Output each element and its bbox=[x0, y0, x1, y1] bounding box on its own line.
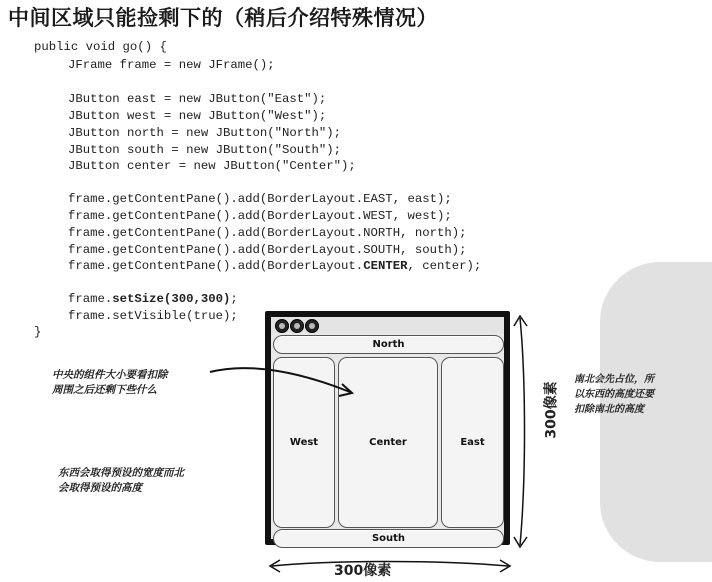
ns-note-line-1: 南北会先占位，所 bbox=[574, 374, 654, 385]
ns-note-line-3: 扣除南北的高度 bbox=[574, 404, 644, 415]
code-line-add-south: frame.getContentPane().add(BorderLayout.SOUTH, south); bbox=[68, 243, 467, 257]
code-add-center-suffix: , center); bbox=[407, 259, 482, 273]
code-add-center-prefix: frame.getContentPane().add(BorderLayout. bbox=[68, 259, 364, 273]
code-setsize-call: setSize(300,300) bbox=[112, 292, 231, 306]
code-setsize-prefix: frame. bbox=[68, 292, 113, 306]
north-button[interactable]: North bbox=[273, 335, 504, 354]
code-line-north: JButton north = new JButton("North"); bbox=[68, 126, 342, 140]
center-pointer-arrow bbox=[210, 368, 350, 392]
code-line-west: JButton west = new JButton("West"); bbox=[68, 109, 327, 123]
code-line-frame: JFrame frame = new JFrame(); bbox=[68, 58, 275, 72]
code-line-setvisible: frame.setVisible(true); bbox=[68, 309, 238, 323]
code-setsize-suffix: ; bbox=[230, 292, 238, 306]
code-add-center-keyword: CENTER bbox=[363, 259, 408, 273]
code-line-south: JButton south = new JButton("South"); bbox=[68, 143, 342, 157]
code-line-center: JButton center = new JButton("Center"); bbox=[68, 159, 356, 173]
code-line-add-east: frame.getContentPane().add(BorderLayout.EAST, east); bbox=[68, 192, 452, 206]
code-line-east: JButton east = new JButton("East"); bbox=[68, 92, 327, 106]
ew-note-line-2: 会取得预设的高度 bbox=[58, 482, 142, 494]
center-button[interactable]: Center bbox=[338, 357, 438, 528]
ew-note-line-1: 东西会取得预设的宽度而北 bbox=[58, 467, 184, 479]
code-line-open: public void go() { bbox=[34, 40, 167, 54]
width-arrow bbox=[272, 562, 508, 567]
code-line-add-north: frame.getContentPane().add(BorderLayout.NORTH, north); bbox=[68, 226, 467, 240]
ns-note-line-2: 以东西的高度还要 bbox=[574, 389, 654, 400]
height-label: 300像素 bbox=[543, 381, 560, 439]
center-note-line-1: 中央的组件大小要看扣除 bbox=[52, 369, 168, 381]
width-label: 300像素 bbox=[334, 563, 392, 579]
code-line-add-west: frame.getContentPane().add(BorderLayout.WEST, west); bbox=[68, 209, 452, 223]
west-button[interactable]: West bbox=[273, 357, 335, 528]
height-arrow bbox=[520, 318, 525, 545]
code-line-close: } bbox=[34, 325, 42, 339]
page-heading: 中间区域只能捡剩下的（稍后介绍特殊情况） bbox=[8, 6, 438, 30]
center-note-line-2: 周围之后还剩下些什么 bbox=[52, 384, 157, 396]
south-button[interactable]: South bbox=[273, 529, 504, 548]
east-button[interactable]: East bbox=[441, 357, 504, 528]
